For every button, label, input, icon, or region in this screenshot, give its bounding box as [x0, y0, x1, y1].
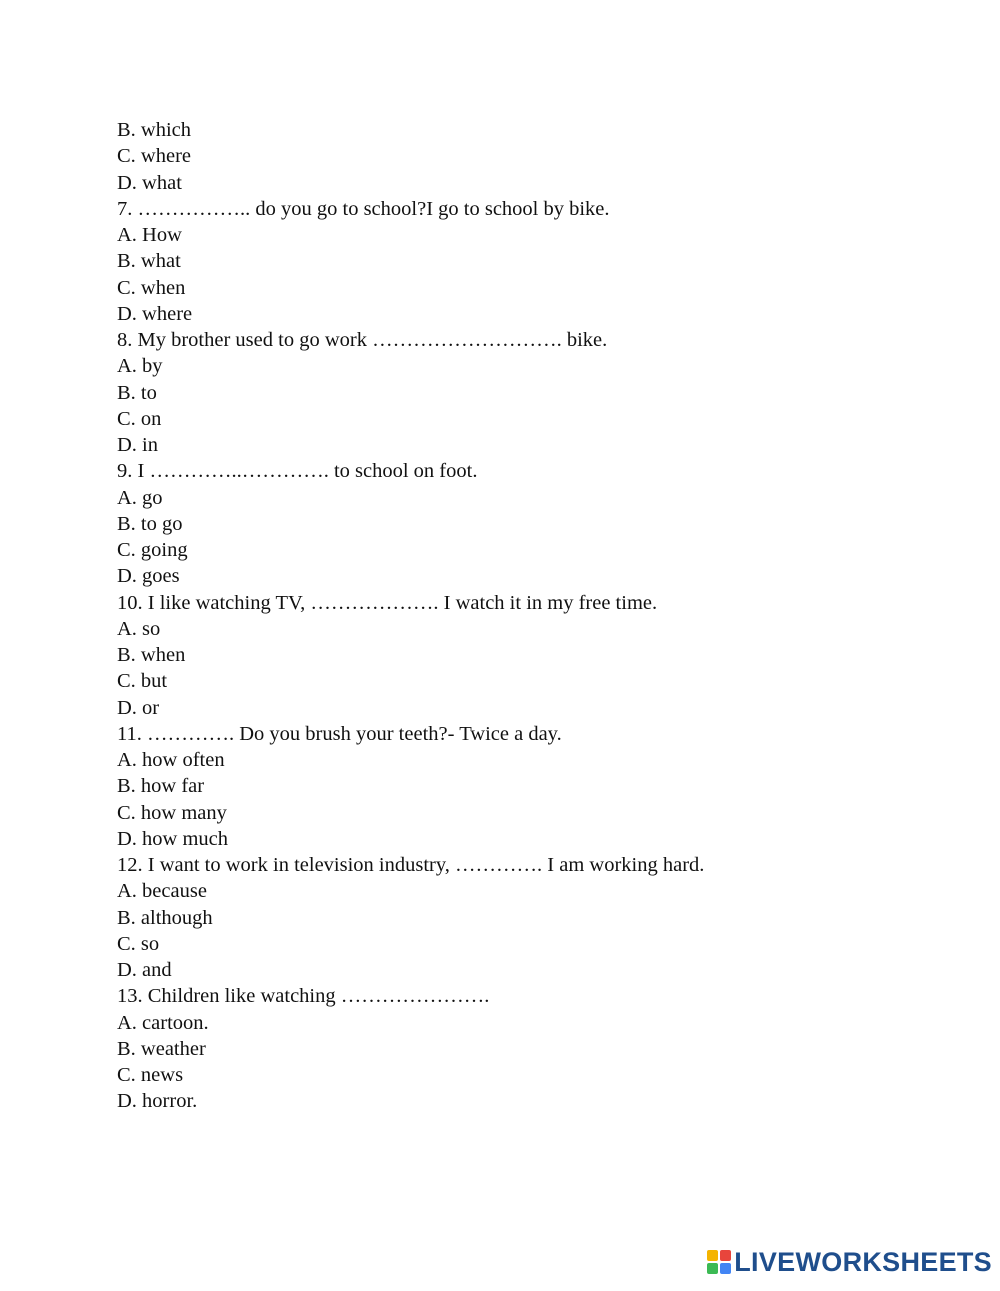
- option-line: A. go: [117, 486, 163, 509]
- option-line: B. weather: [117, 1037, 206, 1060]
- question-line: 9. I …………..…………. to school on foot.: [117, 460, 478, 483]
- liveworksheets-logo-icon: [707, 1250, 731, 1274]
- question-line: 7. …………….. do you go to school?I go to school by bike.: [117, 197, 610, 220]
- liveworksheets-logo: [707, 1247, 992, 1277]
- option-line: D. horror.: [117, 1090, 198, 1113]
- option-line: B. which: [117, 119, 192, 141]
- option-line: C. when: [117, 276, 186, 299]
- option-line: D. where: [117, 302, 193, 325]
- option-line: A. by: [117, 355, 163, 378]
- option-line: A. cartoon.: [117, 1011, 209, 1034]
- option-line: D. goes: [117, 565, 180, 588]
- logo-tile-2: [720, 1250, 731, 1261]
- question-line: 13. Children like watching ………………….: [117, 985, 490, 1008]
- option-line: A. how often: [117, 749, 225, 771]
- option-line: C. where: [117, 145, 192, 168]
- logo-text: LIVEWORKSHEETS: [734, 1247, 992, 1277]
- logo-tile-4: [720, 1263, 731, 1274]
- option-line: A. so: [117, 617, 161, 640]
- option-line: C. how many: [117, 801, 227, 824]
- option-line: D. in: [117, 434, 158, 456]
- question-line: 11. …………. Do you brush your teeth?- Twice a day.: [117, 722, 562, 745]
- option-line: B. how far: [117, 775, 205, 798]
- option-line: B. to: [117, 381, 157, 404]
- option-line: B. when: [117, 644, 186, 666]
- option-line: C. news: [117, 1064, 184, 1086]
- option-line: A. because: [117, 880, 207, 903]
- option-line: C. so: [117, 932, 160, 955]
- option-line: C. going: [117, 539, 188, 561]
- option-line: D. or: [117, 696, 160, 719]
- question-line: 12. I want to work in television industry, …………. I am working hard.: [117, 854, 705, 876]
- option-line: A. How: [117, 224, 182, 246]
- question-line: 8. My brother used to go work ………………………. bike.: [117, 329, 608, 351]
- option-line: B. although: [117, 906, 213, 929]
- option-line: D. how much: [117, 827, 229, 850]
- option-line: C. but: [117, 670, 168, 693]
- question-line: 10. I like watching TV, ………………. I watch it in my free time.: [117, 591, 658, 614]
- logo-tile-3: [707, 1263, 718, 1274]
- option-line: D. and: [117, 959, 172, 981]
- option-line: D. what: [117, 171, 182, 194]
- option-line: B. to go: [117, 512, 183, 535]
- option-line: C. on: [117, 407, 162, 430]
- logo-tile-1: [707, 1250, 718, 1261]
- option-line: B. what: [117, 250, 181, 273]
- worksheet-text: [117, 117, 917, 1115]
